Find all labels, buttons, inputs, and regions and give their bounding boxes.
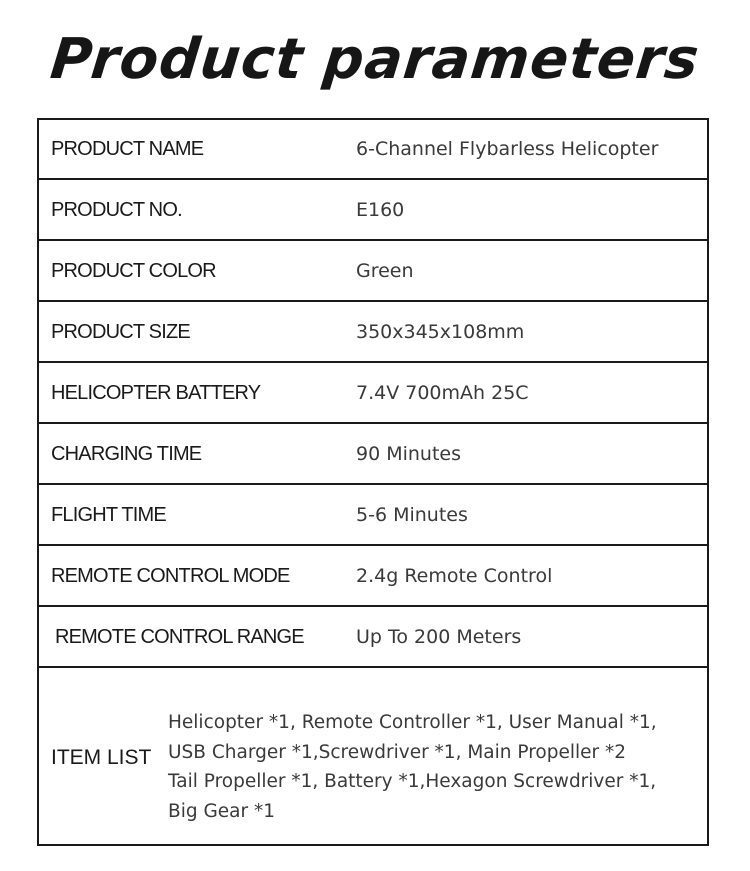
row-label: PRODUCT NO. xyxy=(51,199,182,221)
item-list-label: ITEM LIST xyxy=(51,746,152,769)
row-label: PRODUCT SIZE xyxy=(51,321,190,343)
row-value: Green xyxy=(356,260,414,282)
row-label: PRODUCT COLOR xyxy=(51,260,216,282)
item-list-line: Big Gear *1 xyxy=(168,800,276,822)
table-row-product-color xyxy=(39,242,707,302)
row-value: 2.4g Remote Control xyxy=(356,565,553,587)
row-label: HELICOPTER BATTERY xyxy=(51,382,261,404)
row-value: Up To 200 Meters xyxy=(356,626,522,648)
row-label: CHARGING TIME xyxy=(51,443,202,465)
table-row-product-size xyxy=(39,303,707,363)
item-list-value xyxy=(168,708,698,826)
table-row-helicopter-battery xyxy=(39,364,707,424)
row-value: E160 xyxy=(356,199,405,221)
item-list-line: USB Charger *1,Screwdriver *1, Main Propeller *2 xyxy=(168,741,627,763)
table-row-flight-time xyxy=(39,486,707,546)
parameters-table xyxy=(37,118,709,846)
row-label: REMOTE CONTROL MODE xyxy=(51,565,290,587)
row-value: 7.4V 700mAh 25C xyxy=(356,382,529,404)
table-row-remote-control-mode xyxy=(39,547,707,607)
page-title: Product parameters xyxy=(47,27,703,92)
row-label: FLIGHT TIME xyxy=(51,504,166,526)
table-row-remote-control-range xyxy=(39,608,707,668)
row-value: 350x345x108mm xyxy=(356,321,525,343)
row-value: 90 Minutes xyxy=(356,443,462,465)
row-value: 6-Channel Flybarless Helicopter xyxy=(356,138,659,160)
table-row-product-name xyxy=(39,120,707,180)
table-row-charging-time xyxy=(39,425,707,485)
item-list-line: Helicopter *1, Remote Controller *1, User Manual *1, xyxy=(168,712,657,733)
row-label: PRODUCT NAME xyxy=(51,138,204,160)
row-value: 5-6 Minutes xyxy=(356,504,468,526)
table-row-item-list xyxy=(39,672,707,844)
table-row-product-no xyxy=(39,181,707,241)
row-label: REMOTE CONTROL RANGE xyxy=(55,626,304,648)
item-list-line: Tail Propeller *1, Battery *1,Hexagon Screwdriver *1, xyxy=(168,771,657,792)
